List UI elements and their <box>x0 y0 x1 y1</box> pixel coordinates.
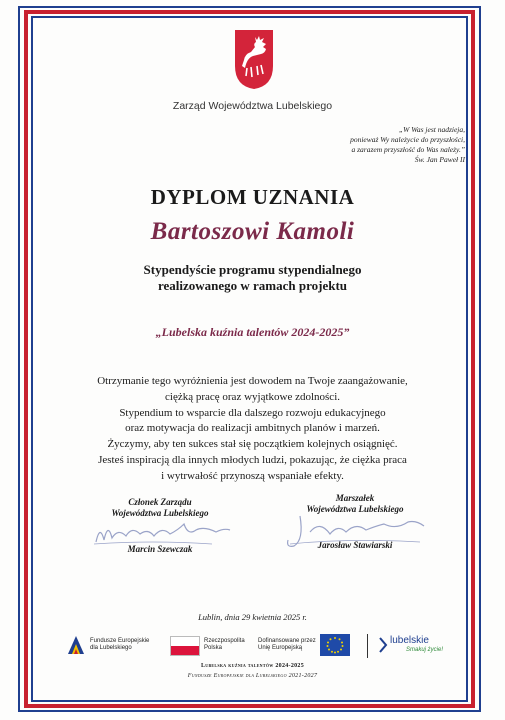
body-line: i wytrwałość przynoszą wspaniałe efekty. <box>161 469 344 482</box>
fe-logo-icon <box>66 634 86 656</box>
logo-rzeczpospolita <box>170 632 250 660</box>
logo-text: Rzeczpospolita <box>204 638 245 644</box>
project-name: „Lubelska kuźnia talentów 2024-2025” <box>155 325 350 339</box>
logo-eu <box>258 632 358 660</box>
logo-text: lubelskie <box>390 635 429 646</box>
logo-fundusze-europejskie <box>62 632 157 660</box>
logo-text: Polska <box>204 645 223 651</box>
signatory-name: Jarosław Stawiarski <box>317 540 393 550</box>
signature-role-line: Marszałek <box>335 493 375 503</box>
lubelskie-arrow-icon <box>378 636 388 654</box>
diploma-title: DYPLOM UZNANIA <box>150 185 355 209</box>
handwritten-signature-left <box>92 518 232 548</box>
signatory-name: Marcin Szewczak <box>127 544 193 554</box>
coat-of-arms-icon <box>233 28 275 90</box>
quote-line: ponieważ Wy należycie do przyszłości, <box>350 135 465 144</box>
issue-date: Lublin, dnia 29 kwietnia 2025 r. <box>198 612 307 622</box>
quote-line: a zarazem przyszłość do Was należy.” <box>351 145 465 154</box>
logo-text: dla Lubelskiego <box>90 645 132 651</box>
recipient-name: Bartoszowi Kamoli <box>150 218 355 245</box>
eu-flag-icon <box>320 634 350 656</box>
logo-text: Fundusze Europejskie <box>90 638 150 644</box>
logo-tagline: Smakuj życie! <box>406 647 444 653</box>
body-line: oraz motywacja do realizacji ambitnych planów i marzeń. <box>125 422 380 435</box>
diploma-body <box>40 374 465 485</box>
frame-inner-blue <box>31 16 468 702</box>
signature-role-line: Województwa Lubelskiego <box>306 504 404 514</box>
body-line: Stypendium to wsparcie dla dalszego rozwoju edukacyjnego <box>119 406 386 419</box>
logo-lubelskie <box>378 632 458 660</box>
quote-block <box>305 125 465 165</box>
handwritten-signature-right <box>280 512 430 552</box>
logo-text: Unię Europejską <box>258 645 303 651</box>
body-line: Jesteś inspiracją dla innych młodych ludzi, pokazując, że ciężka praca <box>98 453 407 466</box>
signature-role-line: Członek Zarządu <box>128 497 192 507</box>
organization-name: Zarząd Województwa Lubelskiego <box>172 100 333 112</box>
subtitle-line: Stypendyście programu stypendialnego <box>143 262 362 277</box>
logo-text: Dofinansowane przez <box>258 638 316 644</box>
body-line: Otrzymanie tego wyróżnienia jest dowodem na Twoje zaangażowanie, <box>97 375 408 387</box>
quote-line: „W Was jest nadzieja, <box>399 125 465 134</box>
footer-project-line: Lubelska kuźnia talentów 2024-2025 <box>200 663 305 669</box>
body-line: Życzymy, aby ten sukces stał się początkiem kolejnych osiągnięć. <box>107 438 398 451</box>
signature-role-line: Województwa Lubelskiego <box>111 508 209 518</box>
subtitle-line: realizowanego w ramach projektu <box>157 278 348 293</box>
footer-logos <box>62 632 462 662</box>
body-line: ciężką pracę oraz wyjątkowe zdolności. <box>165 390 340 403</box>
logo-divider <box>367 634 368 658</box>
quote-author: Św. Jan Paweł II <box>414 155 465 164</box>
polish-flag-icon <box>170 636 200 656</box>
diploma-subtitle <box>0 262 505 294</box>
footer-program-line: Fundusze Europejskie dla Lubelskiego 2021-2027 <box>187 673 318 679</box>
